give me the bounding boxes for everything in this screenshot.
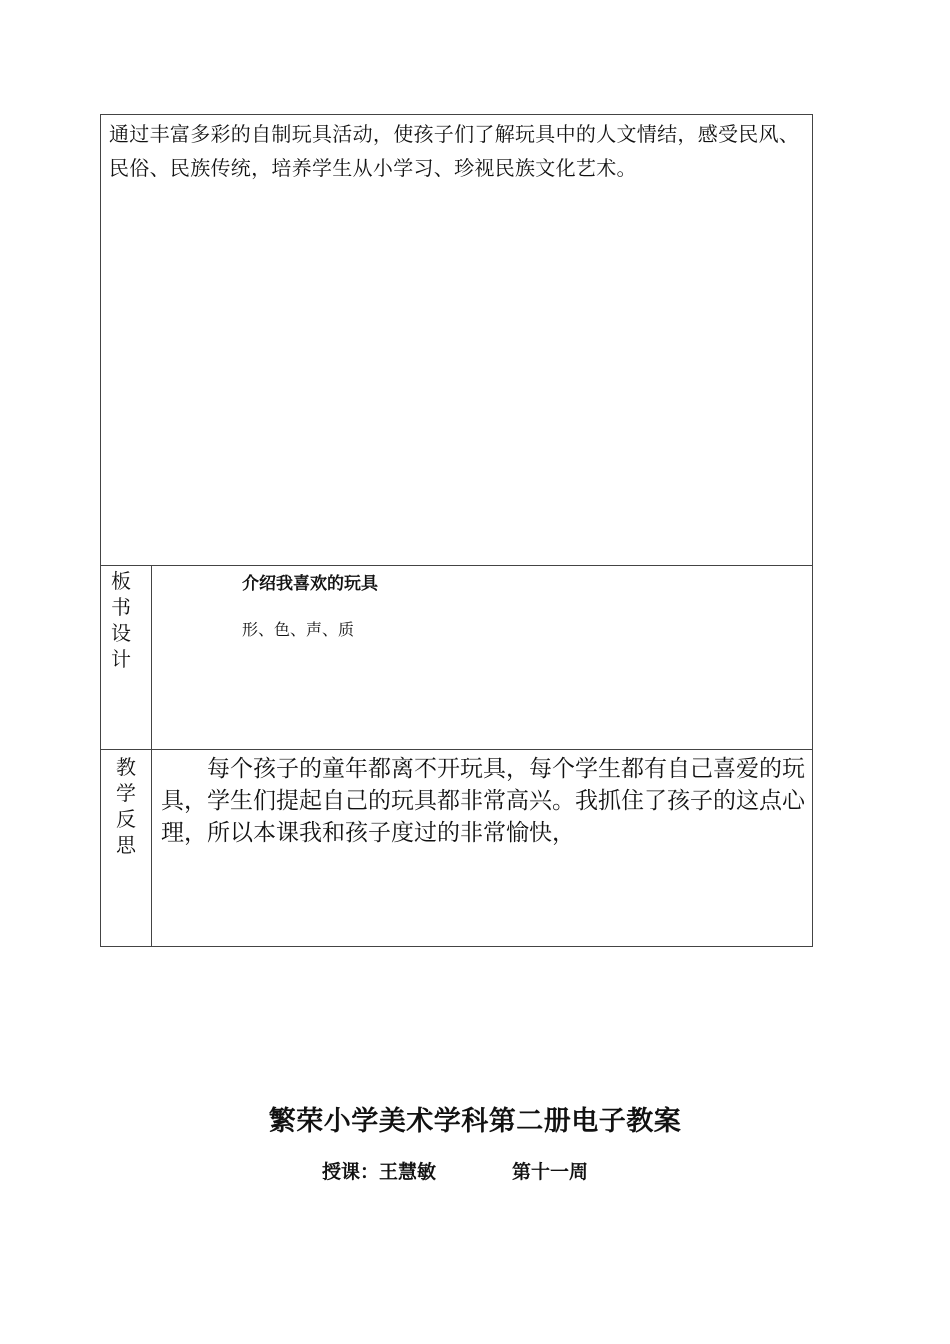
teacher-label: 授课：王慧敏: [322, 1161, 437, 1183]
goal-text: 通过丰富多彩的自制玩具活动，使孩子们了解玩具中的人文情结，感受民风、民俗、民族传统，培养学生从小学习、珍视民族文化艺术。: [109, 122, 800, 180]
reflection-label: 教学反思: [116, 755, 136, 857]
lesson-plan-table: [100, 114, 813, 947]
reflection-row: [101, 750, 813, 947]
board-design-label-cell: [101, 566, 152, 750]
board-design-content-cell: [152, 566, 813, 750]
board-design-title: 介绍我喜欢的玩具: [242, 574, 378, 594]
goal-cell: [101, 115, 813, 566]
reflection-label-cell: [101, 750, 152, 947]
board-design-row: [101, 566, 813, 750]
reflection-content-cell: [152, 750, 813, 947]
goal-row: [101, 115, 813, 566]
board-design-subtitle: 形、色、声、质: [242, 620, 355, 639]
reflection-text: 每个孩子的童年都离不开玩具，每个学生都有自己喜爱的玩具，学生们提起自己的玩具都非常高兴。我抓住了孩子的这点心理，所以本课我和孩子度过的非常愉快，: [161, 756, 805, 846]
document-title: 繁荣小学美术学科第二册电子教案: [268, 1106, 682, 1137]
board-design-label: 板书设计: [111, 569, 131, 671]
week-label: 第十一周: [512, 1161, 589, 1183]
